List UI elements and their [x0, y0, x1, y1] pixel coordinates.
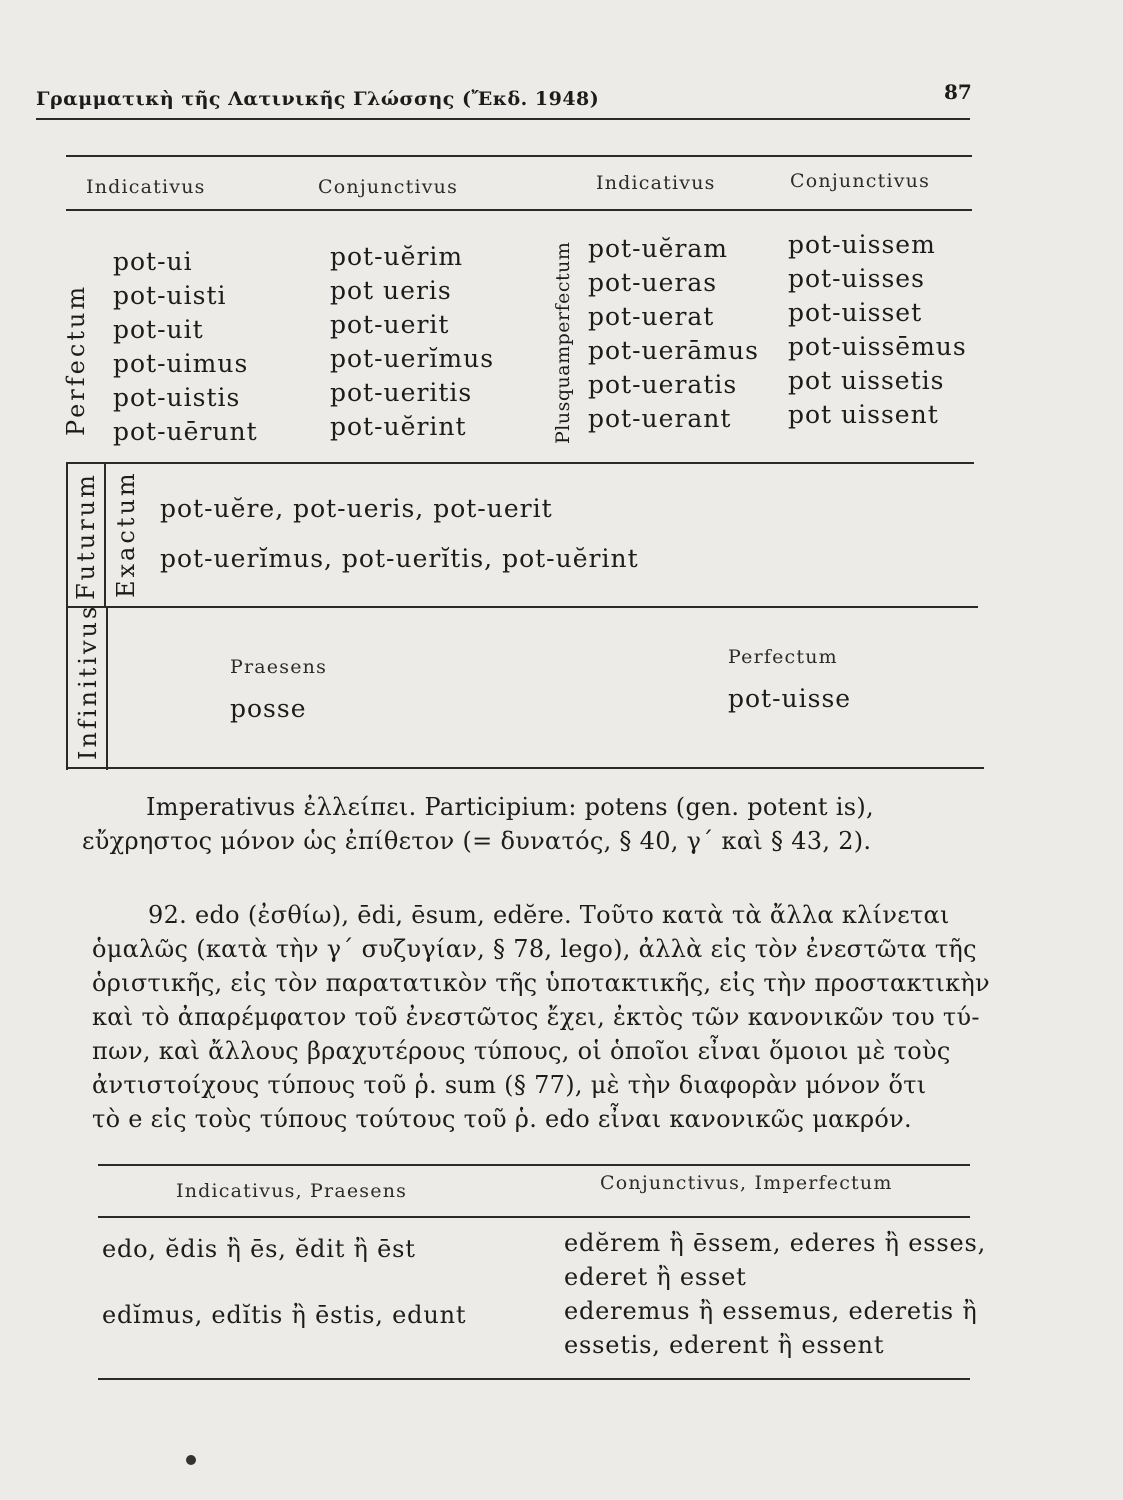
text-line: Imperativus ἐλλείπει. Participium: potens (gen. potent is),: [146, 793, 874, 821]
edo-col-header-conjunctivus: Conjunctivus, Imperfectum: [600, 1172, 893, 1194]
text-line: edĕrem ἢ ēssem, ederes ἢ esses,: [564, 1229, 987, 1257]
header-rule: [36, 118, 970, 120]
imperativus-paragraph: [82, 790, 874, 858]
form-cell: pot uissetis: [788, 366, 945, 395]
form-cell: pot uissent: [788, 400, 939, 429]
text-line: essetis, ederent ἢ essent: [564, 1331, 885, 1359]
form-cell: pot-uit: [113, 315, 204, 344]
form-cell: pot-uimus: [113, 349, 249, 378]
infinitivus-praesens-value: posse: [230, 694, 307, 723]
text-line: 92. edo (ἐσθίω), ēdi, ēsum, edĕre. Τοῦτο κατὰ τὰ ἄλλα κλίνεται: [148, 901, 950, 929]
infinitivus-perfectum-label: Perfectum: [728, 646, 838, 668]
edo-indicativus-row-1: edo, ĕdis ἢ ēs, ĕdit ἢ ēst: [102, 1235, 416, 1263]
table-head-rule: [66, 209, 972, 211]
text-line: καὶ τὸ ἀπαρέμφατον τοῦ ἐνεστῶτος ἔχει, ἐκτὸς τῶν κανονικῶν του τύ-: [92, 1003, 980, 1031]
form-cell: pot-uĕrim: [330, 242, 464, 271]
col-header-indicativus-1: Indicativus: [86, 176, 206, 198]
form-cell: pot-ueratis: [588, 370, 738, 399]
infinitivus-praesens-label: Praesens: [230, 656, 328, 678]
form-cell: pot-uisset: [788, 298, 923, 327]
edo-conjunctivus-column: [564, 1226, 986, 1362]
edo-table-top-rule: [98, 1164, 970, 1166]
futurum-side-label: Futurum: [72, 472, 100, 600]
form-cell: pot-uistis: [113, 383, 241, 412]
text-line: ἀντιστοίχους τύπους τοῦ ῥ. sum (§ 77), μὲ τὴν διαφορὰν μόνον ὅτι: [92, 1071, 927, 1099]
page-number: 87: [944, 80, 972, 104]
col-header-indicativus-2: Indicativus: [596, 172, 716, 194]
text-line: ederemus ἢ essemus, ederetis ἢ: [564, 1297, 978, 1325]
text-line: ὁριστικῆς, εἰς τὸν παρατατικὸν τῆς ὑποτακτικῆς, εἰς τὴν προστακτικὴν: [92, 969, 990, 997]
form-cell: pot-uerat: [588, 302, 715, 331]
form-cell: pot-uĕrint: [330, 412, 467, 441]
futurum-line-2: pot-uerĭmus, pot-uerĭtis, pot-uĕrint: [160, 544, 639, 573]
form-cell: pot-uērunt: [113, 417, 258, 446]
form-cell: pot-uissem: [788, 230, 936, 259]
text-line: τὸ e εἰς τοὺς τύπους τούτους τοῦ ῥ. edo εἶναι κανονικῶς μακρόν.: [92, 1105, 912, 1133]
perfectum-indicativus-column: [113, 245, 258, 449]
form-cell: pot-uisti: [113, 281, 227, 310]
ink-dot: [186, 1455, 196, 1465]
infinitivus-inner-rule: [106, 606, 108, 770]
edo-indicativus-row-2: edĭmus, edĭtis ἢ ēstis, edunt: [102, 1301, 467, 1329]
futurum-line-1: pot-uĕre, pot-ueris, pot-uerit: [160, 494, 553, 523]
infinitivus-side-label: Infinitivus: [74, 603, 102, 760]
form-cell: pot-ui: [113, 247, 193, 276]
futurum-left-rule: [66, 462, 68, 608]
edo-col-header-indicativus: Indicativus, Praesens: [176, 1180, 408, 1202]
col-header-conjunctivus-1: Conjunctivus: [318, 176, 459, 198]
form-cell: pot-uerant: [588, 404, 732, 433]
perfectum-conjunctivus-column: [330, 240, 494, 444]
plusquamperfectum-indicativus-column: [588, 232, 759, 436]
text-line: ederet ἢ esset: [564, 1263, 747, 1291]
infinitivus-left-rule: [66, 606, 68, 770]
form-cell: pot-ueritis: [330, 378, 473, 407]
running-title: Γραμματικὴ τῆς Λατινικῆς Γλώσσης (Ἔκδ. 1948): [36, 88, 600, 110]
form-cell: pot-uĕram: [588, 234, 729, 263]
section-92-paragraph: [92, 898, 990, 1136]
text-line: εὔχρηστος μόνον ὡς ἐπίθετον (= δυνατός, § 40, γ´ καὶ § 43, 2).: [82, 827, 872, 855]
form-cell: pot-uissēmus: [788, 332, 967, 361]
edo-table-bottom-rule: [98, 1378, 970, 1380]
form-cell: pot-uerit: [330, 310, 450, 339]
exactum-side-label: Exactum: [112, 470, 140, 598]
form-cell: pot-uerāmus: [588, 336, 759, 365]
futurum-mid-rule: [104, 462, 106, 608]
plusquamperfectum-conjunctivus-column: [788, 228, 967, 432]
col-header-conjunctivus-2: Conjunctivus: [790, 170, 931, 192]
form-cell: pot ueris: [330, 276, 452, 305]
form-cell: pot-uerĭmus: [330, 344, 495, 373]
text-line: πων, καὶ ἄλλους βραχυτέρους τύπους, οἱ ὁποῖοι εἶναι ὅμοιοι μὲ τοὺς: [92, 1037, 951, 1065]
plusquamperfectum-side-label: Plusquamperfectum: [552, 241, 574, 444]
perfectum-side-label: Perfectum: [62, 283, 90, 436]
futurum-block-rule: [66, 606, 978, 608]
edo-table-head-rule: [98, 1216, 970, 1218]
form-cell: pot-uisses: [788, 264, 925, 293]
perfect-block-rule: [66, 462, 974, 464]
infinitivus-perfectum-value: pot-uisse: [728, 684, 852, 713]
table-top-rule: [66, 155, 972, 157]
text-line: ὁμαλῶς (κατὰ τὴν γ´ συζυγίαν, § 78, lego), ἀλλὰ εἰς τὸν ἐνεστῶτα τῆς: [92, 935, 977, 963]
table-bottom-rule: [66, 767, 984, 769]
form-cell: pot-ueras: [588, 268, 718, 297]
